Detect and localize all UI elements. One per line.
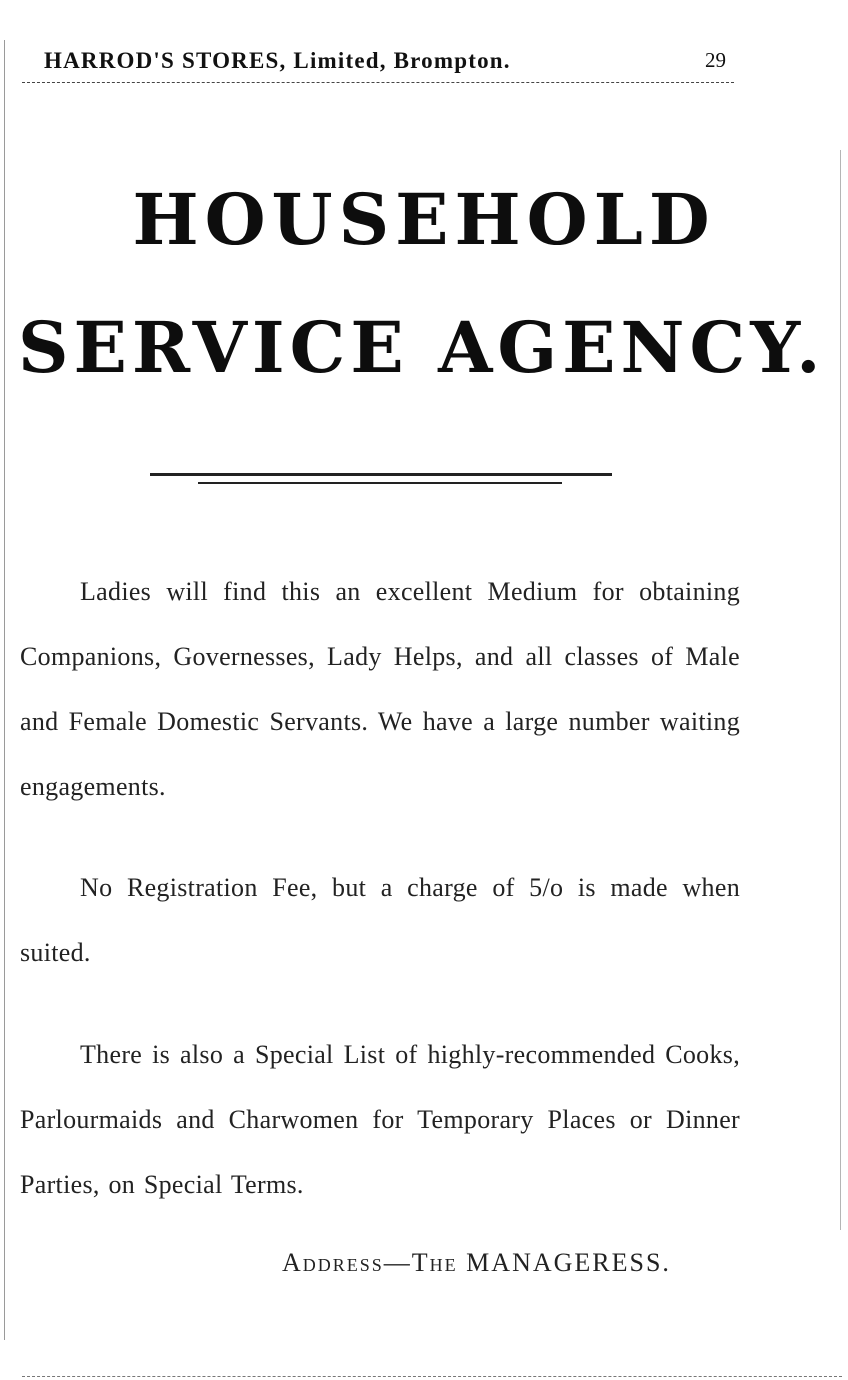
paragraph-special-list-text: There is also a Special List of highly-recommended Cooks, Parlourmaids and Charwomen for Temporary Places or Dinner Parties, on Special Terms. [20,1040,740,1199]
footer-rule [22,1376,842,1378]
paragraph-ladies [20,559,740,819]
title-line-2: SERVICE AGENCY. [18,306,826,389]
address-separator: — [383,1248,412,1277]
ornamental-rule-lower [198,482,562,484]
running-head [44,44,734,78]
paragraph-registration-fee [20,855,740,985]
header-rule [22,82,734,84]
paragraph-registration-fee-text: No Registration Fee, but a charge of 5/o is made when suited. [20,873,740,967]
address-label: Address [282,1248,384,1277]
paragraph-special-list [20,1022,740,1217]
page-edge-right [840,150,841,1230]
paragraph-ladies-text: Ladies will find this an excellent Medium for obtaining Companions, Governesses, Lady Helps, and all classes of Male and Female Domestic Servants. We have a large number waiting engagements. [20,577,740,801]
address-line [282,1248,671,1278]
running-title: HARROD'S STORES, Limited, Brompton. [44,48,511,73]
ornamental-rule-upper [150,473,612,476]
title-line-1: HOUSEHOLD [132,178,716,261]
address-name: The MANAGERESS. [411,1248,671,1277]
page-number: 29 [705,48,726,72]
